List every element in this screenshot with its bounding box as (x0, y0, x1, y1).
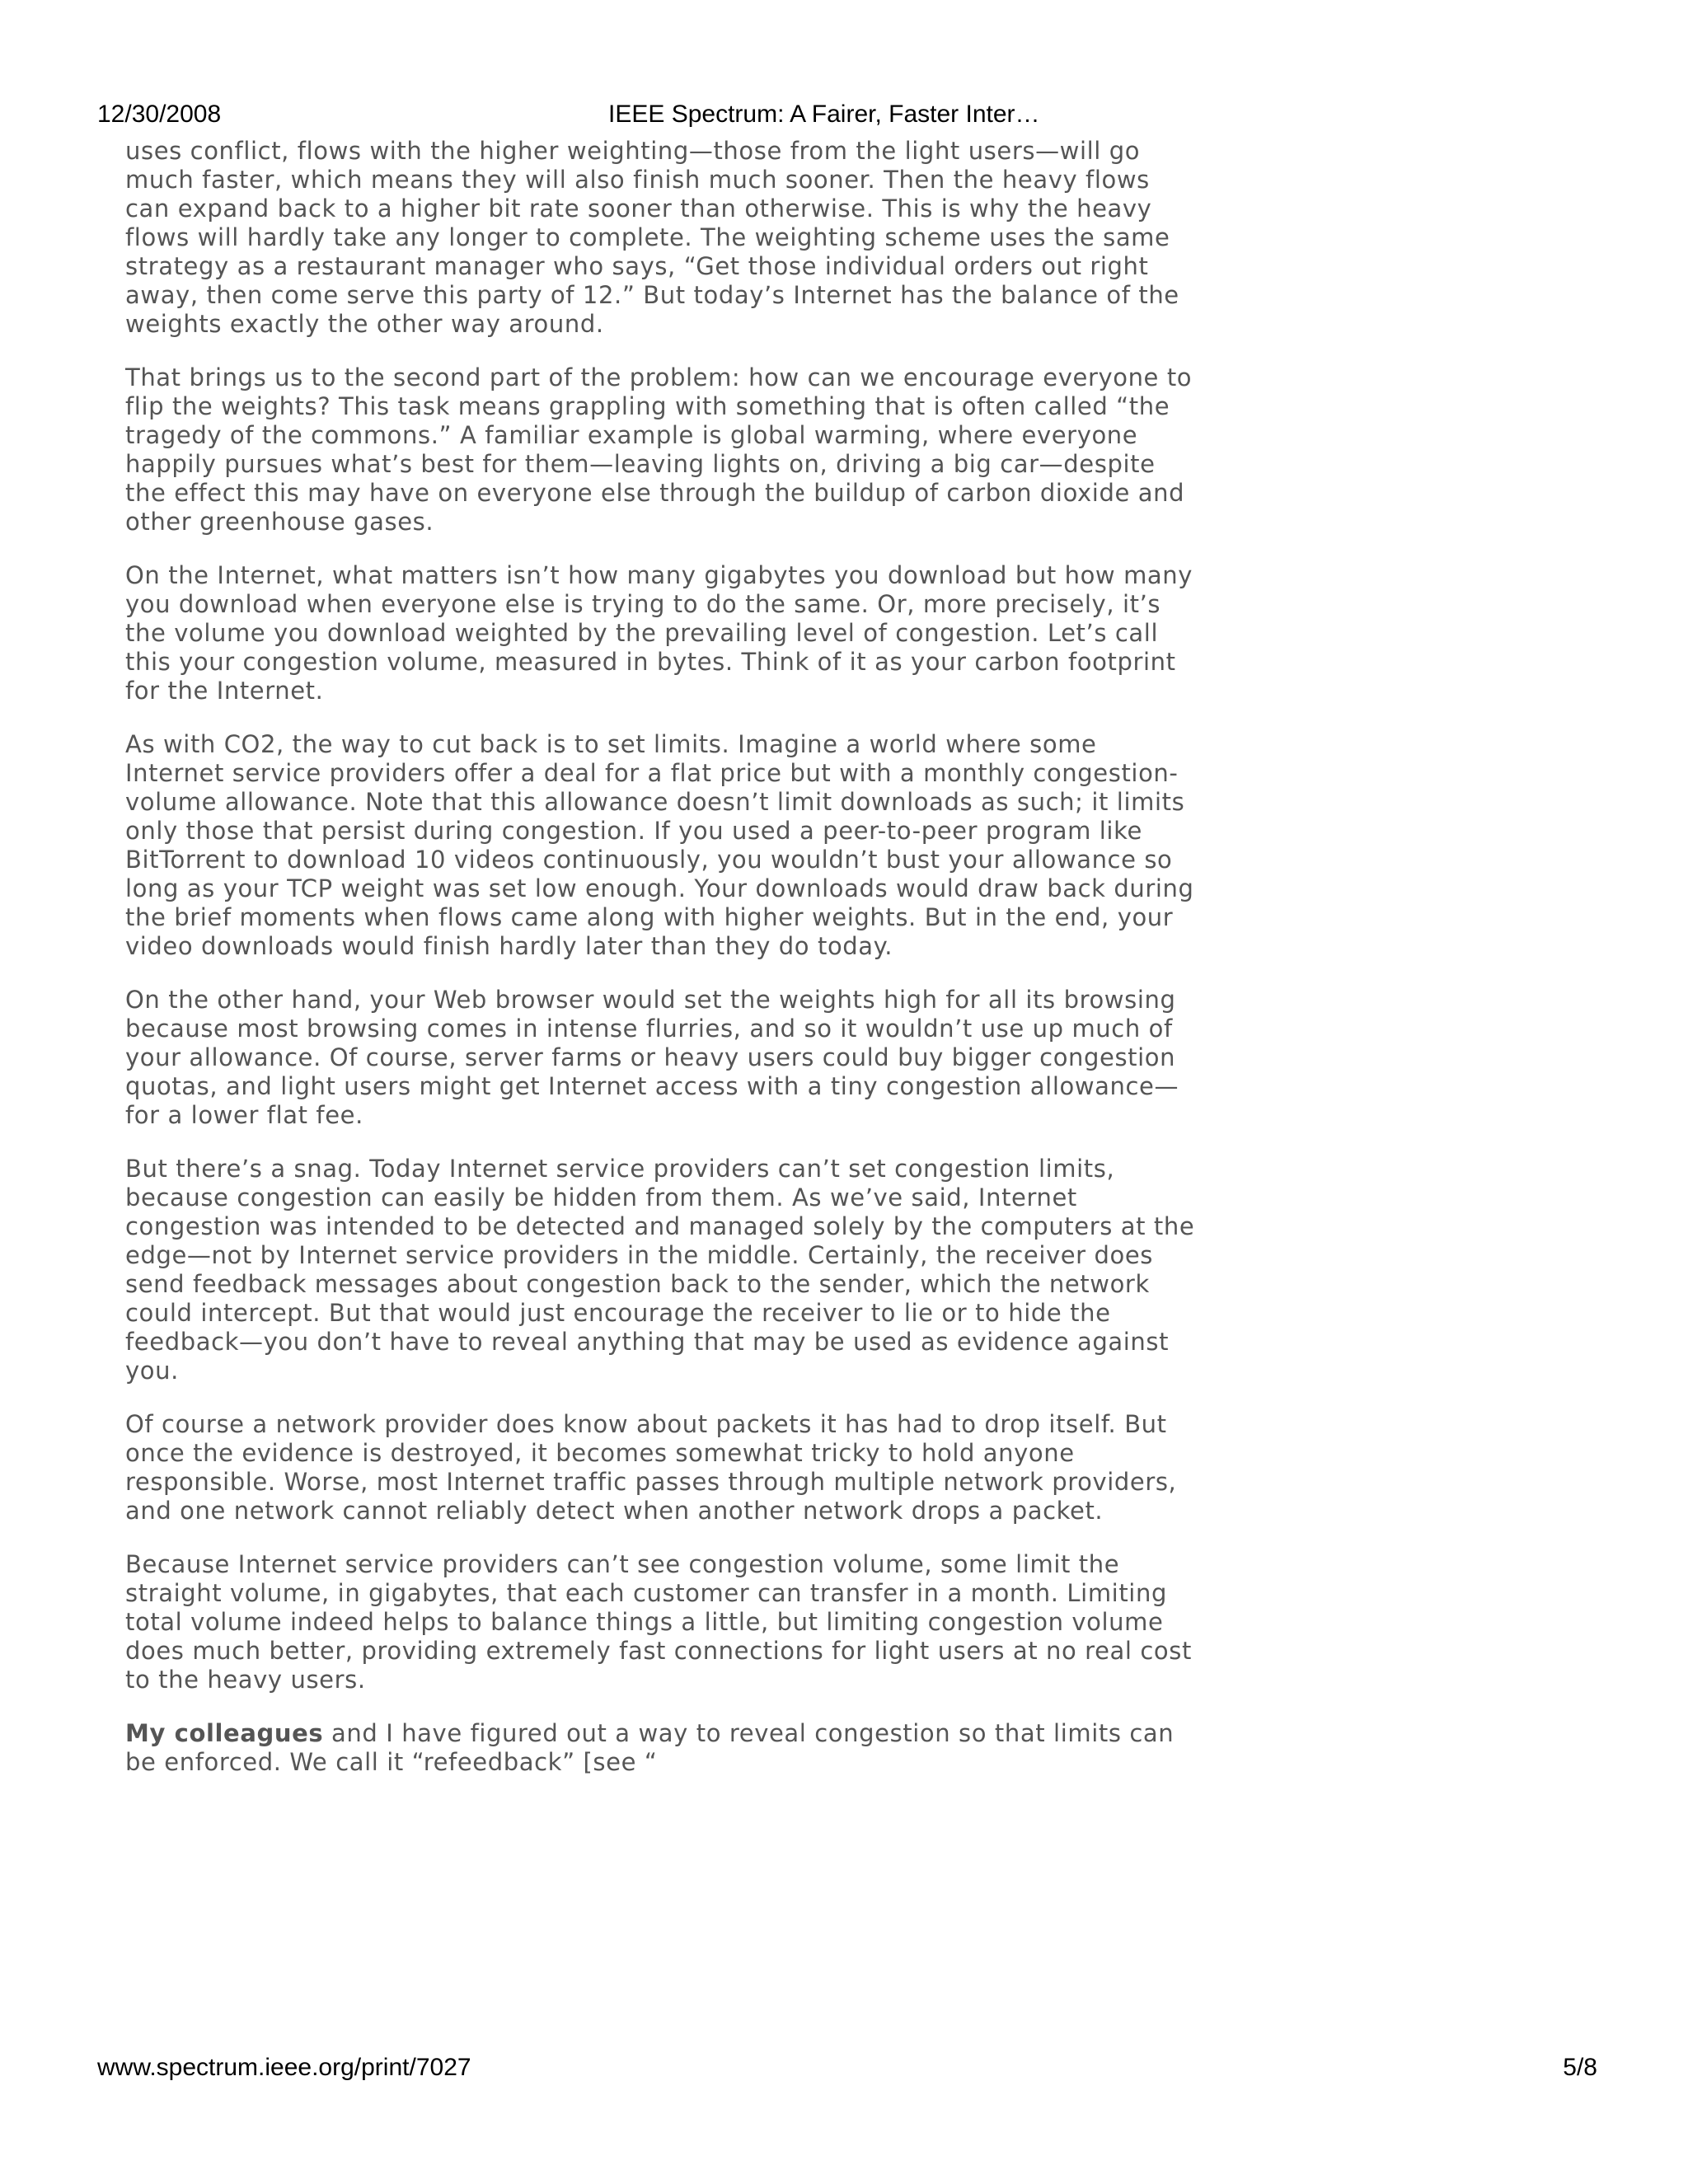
article-paragraph-1: uses conflict, flows with the higher weighting—those from the light users—will go much faster, which means they will also finish much sooner. Then the heavy flows can expand back to a higher bit rate sooner than otherwise. This is why the heavy flows will hardly take any longer to complete. The weighting scheme uses the same strategy as a restaurant manager who says, “Get those individual orders out right away, then come serve this party of 12.” But today’s Internet has the balance of the weights exactly the other way around. (125, 137, 1179, 338)
article-paragraph-9 (125, 1719, 1197, 1777)
page-number: 5/8 (1563, 2054, 1597, 2081)
print-footer (97, 2054, 1597, 2090)
print-url: www.spectrum.ieee.org/print/7027 (97, 2054, 471, 2081)
my-colleagues-link[interactable]: My colleagues (125, 1719, 324, 1747)
article-paragraph-8: Because Internet service providers can’t see congestion volume, some limit the straight volume, in gigabytes, that each customer can transfer in a month. Limiting total volume indeed helps to balance things a little, but limiting congestion volume does much better, providing extremely fast connections for light users at no real cost to the heavy users. (125, 1550, 1192, 1694)
print-date: 12/30/2008 (97, 101, 222, 128)
article-paragraph-6: But there’s a snag. Today Internet service providers can’t set congestion limits, because congestion can easily be hidden from them. As we’ve said, Internet congestion was intended to be detected and managed solely by the computers at the edge—not by Internet service providers in the middle. Certainly, the receiver does send feedback messages about congestion back to the sender, which the network could intercept. But that would just encourage the receiver to lie or to hide the feedback—you don’t have to reveal anything that may be used as evidence against you. (125, 1155, 1195, 1385)
article-paragraph-5: On the other hand, your Web browser would set the weights high for all its browsing because most browsing comes in intense flurries, and so it wouldn’t use up much of your allowance. Of course, server farms or heavy users could buy bigger congestion quotas, and light users might get Internet access with a tiny congestion allowance—for a lower flat fee. (125, 986, 1179, 1129)
print-header (97, 101, 1597, 137)
article-paragraph-2: That brings us to the second part of the problem: how can we encourage everyone to flip the weights? This task means grappling with something that is often called “the tragedy of the commons.” A familiar example is global warming, where everyone happily pursues what’s best for them—leaving lights on, driving a big car—despite the effect this may have on everyone else through the buildup of carbon dioxide and other greenhouse gases. (125, 363, 1193, 536)
print-page-title: IEEE Spectrum: A Fairer, Faster Inter… (608, 101, 1040, 128)
article-paragraph-9-text: and I have figured out a way to reveal congestion so that limits can be enforced. We call it “refeedback” [see “ (125, 1719, 1175, 1776)
article-body (125, 137, 1197, 1802)
article-paragraph-4: As with CO2, the way to cut back is to set limits. Imagine a world where some Internet service providers offer a deal for a flat price but with a monthly congestion-volume allowance. Note that this allowance doesn’t limit downloads as such; it limits only those that persist during congestion. If you used a peer-to-peer program like BitTorrent to download 10 videos continuously, you wouldn’t bust your allowance so long as your TCP weight was set low enough. Your downloads would draw back during the brief moments when flows came along with higher weights. But in the end, your video downloads would finish hardly later than they do today. (125, 730, 1194, 960)
article-paragraph-7: Of course a network provider does know about packets it has had to drop itself. But once the evidence is destroyed, it becomes somewhat tricky to hold anyone responsible. Worse, most Internet traffic passes through multiple network providers, and one network cannot reliably detect when another network drops a packet. (125, 1410, 1177, 1525)
article-paragraph-3: On the Internet, what matters isn’t how many gigabytes you download but how many you download when everyone else is trying to do the same. Or, more precisely, it’s the volume you download weighted by the prevailing level of congestion. Let’s call this your congestion volume, measured in bytes. Think of it as your carbon footprint for the Internet. (125, 561, 1193, 705)
